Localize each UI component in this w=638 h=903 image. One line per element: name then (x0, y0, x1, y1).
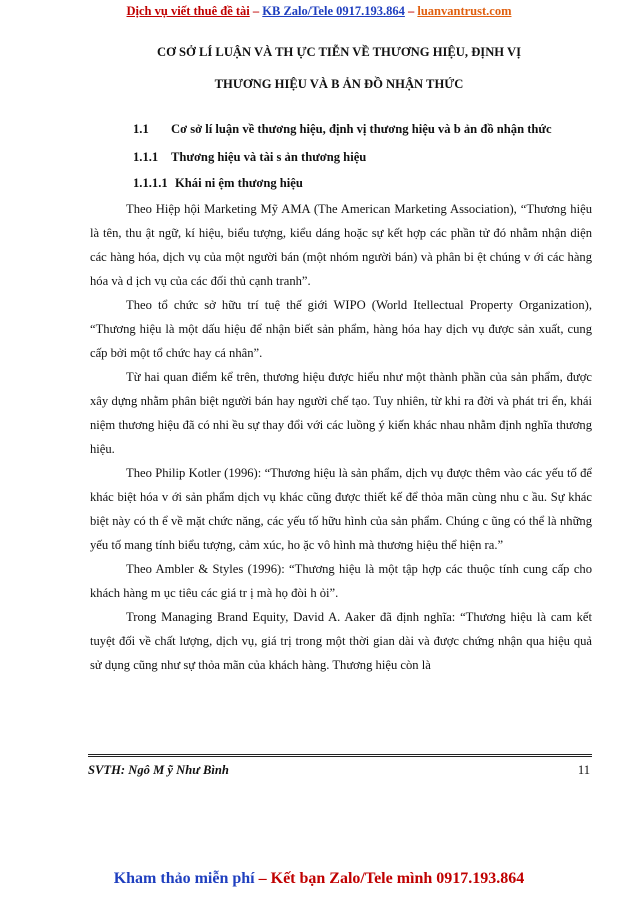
banner-separator: – (249, 4, 263, 18)
paragraph-aaker-definition: Trong Managing Brand Equity, David A. Aaker đã định nghĩa: “Thương hiệu là cam kết tuyệt đối về chất lượng, dịch vụ, giá trị trong một thời gian dài và được chứng nhận qua hiệu quả sử dụng cũng như sự thỏa mãn của khách hàng. Thương hiệu còn là (90, 610, 592, 672)
paragraph-ama-definition: Theo Hiệp hội Marketing Mỹ AMA (The American Marketing Association), “Thương hiệu là tên, thu ật ngữ, kí hiệu, biểu tượng, kiểu dáng hoặc sự kết hợp các phần tử đó nhằm nhận diện các hàng hóa, dịch vụ của một người bán (một nhóm người bán) và phân bi ệt chúng v ới các hàng hóa và d ịch vụ của các đối thủ cạnh tranh”. (90, 202, 592, 288)
banner-contact-link[interactable]: KB Zalo/Tele 0917.193.864 (262, 4, 405, 18)
footer-divider (88, 754, 592, 757)
banner-separator: – (404, 4, 418, 18)
section-heading-text: Thương hiệu và tài s ản thương hiệu (171, 150, 367, 164)
paragraph-kotler-definition: Theo Philip Kotler (1996): “Thương hiệu là sản phẩm, dịch vụ được thêm vào các yếu tố để khác biệt hóa v ới sản phẩm dịch vụ khác cũng được thiết kế để thỏa mãn cùng nhu c ầu. Sự khác biệt này có th ể về mặt chức năng, các yếu tố hữu hình của sản phẩm. Chúng c ũng có thể là những yếu tố mang tính biểu tượng, cảm xúc, ho ặc vô hình mà thương hiệu thể hiện ra.” (90, 466, 592, 552)
paragraph-summary: Từ hai quan điểm kể trên, thương hiệu được hiểu như một thành phần của sản phẩm, được xây dựng nhằm phân biệt người bán hay người chế tạo. Tuy nhiên, từ khi ra đời và phát tri ển, khái niệm thương hiệu đã có nhi ều sự thay đổi với các luồng ý kiến khác nhau nhằm định nghĩa thương hiệu. (90, 370, 592, 456)
page-number: 11 (577, 763, 590, 777)
top-banner (0, 0, 638, 22)
section-number: 1.1 (133, 122, 149, 136)
paragraph-ambler-styles-definition: Theo Ambler & Styles (1996): “Thương hiệu là một tập hợp các thuộc tính cung cấp cho khách hàng m ục tiêu các giá tr ị mà họ đòi h ỏi”. (90, 562, 592, 600)
section-heading-1-1-1-1 (133, 175, 303, 191)
banner-website-link[interactable]: luanvantrust.com (417, 4, 512, 18)
chapter-title-line-1: CƠ SỞ LÍ LUẬN VÀ TH ỰC TIỄN VỀ THƯƠNG HIỆU, ĐỊNH VỊ (156, 45, 521, 59)
section-heading-text: Cơ sở lí luận về thương hiệu, định vị thương hiệu và b ản đồ nhận thức (171, 122, 552, 136)
section-heading-1-1 (133, 121, 552, 137)
section-number: 1.1.1 (133, 150, 159, 164)
bottom-banner (0, 866, 638, 892)
section-heading-1-1-1 (133, 149, 366, 165)
bottom-banner-separator: – (254, 870, 271, 887)
section-heading-text: Khái ni ệm thương hiệu (175, 176, 303, 190)
bottom-banner-free-reference[interactable]: Kham thảo miễn phí (113, 870, 255, 887)
chapter-title-line-2: THƯƠNG HIỆU VÀ B ẢN ĐỒ NHẬN THỨC (214, 77, 464, 91)
section-number: 1.1.1.1 (133, 176, 168, 190)
body-text (90, 197, 592, 677)
bottom-banner-contact-link[interactable]: Kết bạn Zalo/Tele mình 0917.193.864 (270, 870, 525, 887)
banner-service-link[interactable]: Dịch vụ viết thuê đề tài (126, 4, 250, 18)
footer-author: SVTH: Ngô M ỹ Như Bình (88, 763, 229, 777)
paragraph-wipo-definition: Theo tổ chức sở hữu trí tuệ thế giới WIPO (World Itellectual Property Organization), “Thương hiệu là một dấu hiệu để nhận biết sản phẩm, hàng hóa hay dịch vụ được sản xuất, cung cấp bởi một tổ chức hay cá nhân”. (90, 298, 592, 360)
